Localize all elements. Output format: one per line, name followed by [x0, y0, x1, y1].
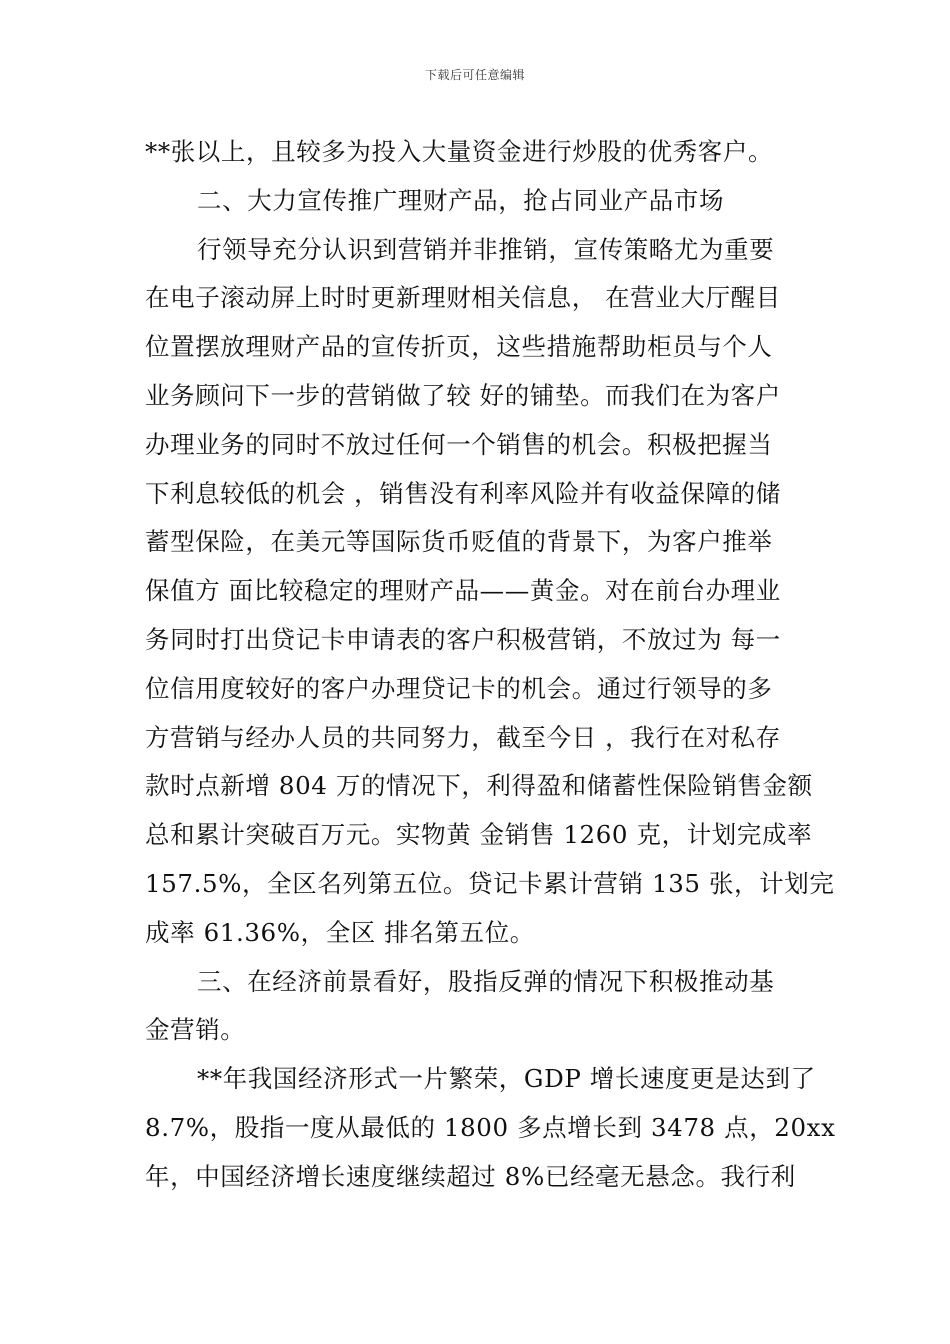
text-line: 位信用度较好的客户办理贷记卡的机会。通过行领导的多: [145, 673, 773, 703]
text-line: 下利息较低的机会 ，销售没有利率风险并有收益保障的储: [145, 478, 781, 508]
text-line: 总和累计突破百万元。实物黄 金销售 1260 克，计划完成率: [145, 820, 813, 850]
text-line: 务同时打出贷记卡申请表的客户积极营销，不放过为 每一: [145, 624, 781, 654]
page-header: 下载后可任意编辑: [424, 68, 525, 82]
text-line: 年，中国经济增长速度继续超过 8%已经毫无悬念。我行利: [145, 1161, 796, 1191]
text-line: 办理业务的同时不放过任何一个销售的机会。积极把握当: [145, 429, 773, 459]
text-line: 保值方 面比较稳定的理财产品——黄金。对在前台办理业: [145, 576, 781, 606]
document-body: [145, 128, 836, 1202]
text-line: **张以上，且较多为投入大量资金进行炒股的优秀客户。: [145, 137, 774, 166]
text-line: 位置摆放理财产品的宣传折页，这些措施帮助柜员与个人: [145, 332, 773, 362]
text-line: **年我国经济形式一片繁荣，GDP 增长速度更是达到了: [197, 1064, 816, 1094]
text-line: 款时点新增 804 万的情况下，利得盈和储蓄性保险销售金额: [145, 771, 813, 801]
text-line: 行领导充分认识到营销并非推销，宣传策略尤为重要: [197, 234, 775, 264]
text-line: 8.7%，股指一度从最低的 1800 多点增长到 3478 点，20xx: [145, 1112, 836, 1142]
section-heading: 二、大力宣传推广理财产品，抢占同业产品市场: [197, 185, 725, 215]
text-line: 成率 61.36%，全区 排名第五位。: [145, 917, 535, 947]
text-line: 在电子滚动屏上时时更新理财相关信息， 在营业大厅醒目: [145, 283, 781, 313]
text-line: 157.5%，全区名列第五位。贷记卡累计营销 135 张，计划完: [145, 868, 835, 898]
text-line: 金营销。: [145, 1015, 246, 1045]
text-line: 方营销与经办人员的共同努力，截至今日 ，我行在对私存: [145, 722, 781, 752]
section-heading: 三、在经济前景看好，股指反弹的情况下积极推动基: [197, 966, 775, 996]
text-line: 蓄型保险，在美元等国际货币贬值的背景下，为客户推举: [145, 527, 773, 557]
text-line: 业务顾问下一步的营销做了较 好的铺垫。而我们在为客户: [145, 380, 781, 410]
